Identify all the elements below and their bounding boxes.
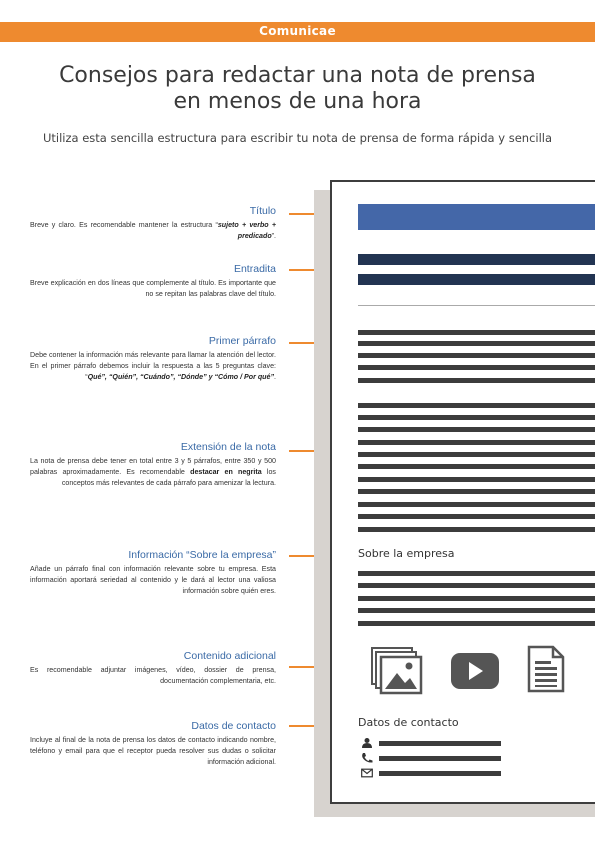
section-description: Breve explicación en dos líneas que complemente al título. Es importante que no se repitan las palabras clave del título. [30, 279, 276, 299]
doc-text-line [358, 571, 595, 576]
doc-entradita-line [358, 274, 595, 285]
section-description: Añade un párrafo final con información relevante sobre tu empresa. Esta información aportará seriedad al contenido y le dará al lector una valiosa información sobre quién eres. [30, 565, 276, 596]
doc-text-line [358, 415, 595, 420]
section-titulo [30, 205, 276, 242]
section-title: Extensión de la nota [180, 441, 276, 453]
doc-contact-line-phone [379, 756, 501, 761]
doc-text-line [358, 341, 595, 346]
doc-separator [358, 305, 595, 306]
doc-entradita-line [358, 254, 595, 265]
doc-text-line [358, 403, 595, 408]
doc-title-bar [358, 204, 595, 230]
section-description: Es recomendable adjuntar imágenes, vídeo, dossier de prensa, documentación complementaria, etc. [30, 666, 276, 686]
doc-text-line [358, 502, 595, 507]
section-entradita [30, 263, 276, 300]
image-stack-icon [371, 647, 423, 695]
doc-about-label: Sobre la empresa [358, 547, 455, 560]
doc-contact-label: Datos de contacto [358, 716, 459, 729]
doc-text-line [358, 353, 595, 358]
doc-text-line [358, 477, 595, 482]
email-icon [361, 768, 373, 778]
video-play-icon [450, 652, 500, 690]
section-description: La nota de prensa debe tener en total entre 3 y 5 párrafos, entre 350 y 500 palabras aproximadamente. Es recomendable destacar en negrita los conceptos más relevantes de cada párrafo para amenizar la lectura. [30, 457, 276, 488]
brand-logo: Comunicae [259, 24, 336, 38]
doc-contact-line-name [379, 741, 501, 746]
section-description: Incluye al final de la nota de prensa los datos de contacto indicando nombre, teléfono y email para que el receptor pueda resolver sus dudas o solicitar información adicional. [30, 736, 276, 767]
section-description: Debe contener la información más relevante para llamar la atención del lector. En el primer párrafo debemos incluir la respuesta a las 5 preguntas clave: “Qué”, “Quién”, “Cuándo”, “Dónde” y “Cómo / Por qué”. [30, 351, 276, 382]
section-extension [30, 441, 276, 490]
doc-text-line [358, 596, 595, 601]
doc-text-line [358, 489, 595, 494]
doc-text-line [358, 514, 595, 519]
doc-text-line [358, 621, 595, 626]
section-title: Contenido adicional [183, 650, 276, 662]
document-icon [527, 645, 565, 693]
doc-text-line [358, 452, 595, 457]
person-icon [361, 738, 373, 748]
brand-bar [0, 22, 595, 42]
doc-text-line [358, 583, 595, 588]
section-primer-parrafo [30, 335, 276, 384]
section-title: Datos de contacto [191, 720, 276, 732]
section-sobre-empresa [30, 549, 276, 598]
section-title: Primer párrafo [208, 335, 276, 347]
title-line-1: Consejos para redactar una nota de prensa [59, 63, 536, 88]
doc-text-line [358, 427, 595, 432]
page-title [20, 63, 575, 115]
doc-text-line [358, 608, 595, 613]
section-title: Entradita [233, 263, 276, 275]
page-subtitle: Utiliza esta sencilla estructura para escribir tu nota de prensa de forma rápida y sencilla [42, 131, 553, 145]
doc-text-line [358, 330, 595, 335]
section-description: Breve y claro. Es recomendable mantener la estructura “sujeto + verbo + predicado”. [30, 221, 277, 241]
phone-icon [361, 753, 373, 763]
section-title: Título [249, 205, 276, 217]
section-datos-contacto [30, 720, 276, 769]
doc-text-line [358, 365, 595, 370]
doc-text-line [358, 464, 595, 469]
title-line-2: en menos de una hora [173, 89, 422, 114]
doc-contact-line-email [379, 771, 501, 776]
doc-text-line [358, 440, 595, 445]
doc-text-line [358, 378, 595, 383]
section-contenido-adicional [30, 650, 276, 687]
doc-text-line [358, 527, 595, 532]
section-title: Información “Sobre la empresa” [128, 549, 276, 561]
